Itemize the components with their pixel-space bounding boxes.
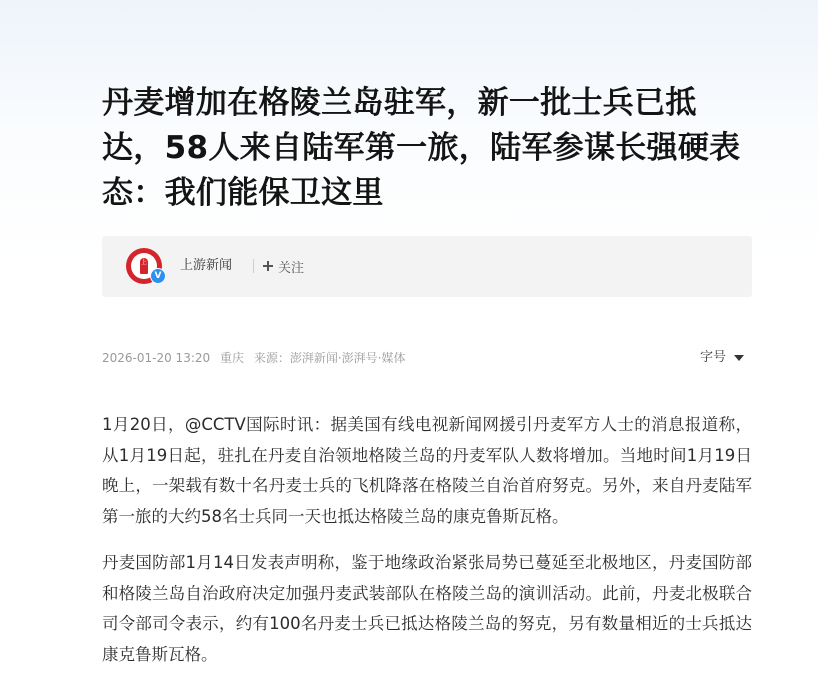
caret-down-icon [734, 355, 744, 361]
divider [253, 259, 254, 273]
avatar-glyph: 上 [140, 259, 147, 266]
publish-location: 重庆 [219, 351, 244, 365]
author-card [102, 236, 752, 297]
author-name[interactable]: 上游新闻 [180, 258, 233, 273]
article-meta [102, 348, 752, 368]
plus-icon [263, 261, 273, 271]
article-body [102, 410, 752, 686]
article [102, 0, 752, 664]
article-title: 丹麦增加在格陵兰岛驻军，新一批士兵已抵达，58人来自陆军第一旅，陆军参谋长强硬表态：我们能保卫这里 [102, 85, 741, 211]
article-paragraph: 丹麦国防部1月14日发表声明称，鉴于地缘政治紧张局势已蔓延至北极地区，丹麦国防部和格陵兰岛自治政府决定加强丹麦武装部队在格陵兰岛的演训活动。此前，丹麦北极联合司令部司令表示，约有100名丹麦士兵已抵达格陵兰岛的努克，另有数量相近的士兵抵达康克鲁斯瓦格。 [102, 553, 752, 664]
article-source: 来源：澎湃新闻·澎湃号·媒体 [253, 351, 406, 365]
font-size-label: 字号 [699, 350, 726, 365]
article-paragraph: 1月20日，@CCTV国际时讯：据美国有线电视新闻网援引丹麦军方人士的消息报道称，从1月19日起，驻扎在丹麦自治领地格陵兰岛的丹麦军队人数将增加。当地时间1月19日晚上，一架载有数十名丹麦士兵的飞机降落在格陵兰自治首府努克。另外，来自丹麦陆军第一旅的大约58名士兵同一天也抵达格陵兰岛的康克鲁斯瓦格。 [102, 415, 752, 526]
verified-v-icon: V [150, 268, 166, 284]
avatar-mark [140, 258, 148, 274]
follow-button[interactable] [263, 255, 304, 277]
follow-label: 关注 [278, 260, 305, 276]
font-size-dropdown[interactable] [700, 348, 750, 368]
publish-datetime: 2026-01-20 13:20 [102, 351, 211, 365]
